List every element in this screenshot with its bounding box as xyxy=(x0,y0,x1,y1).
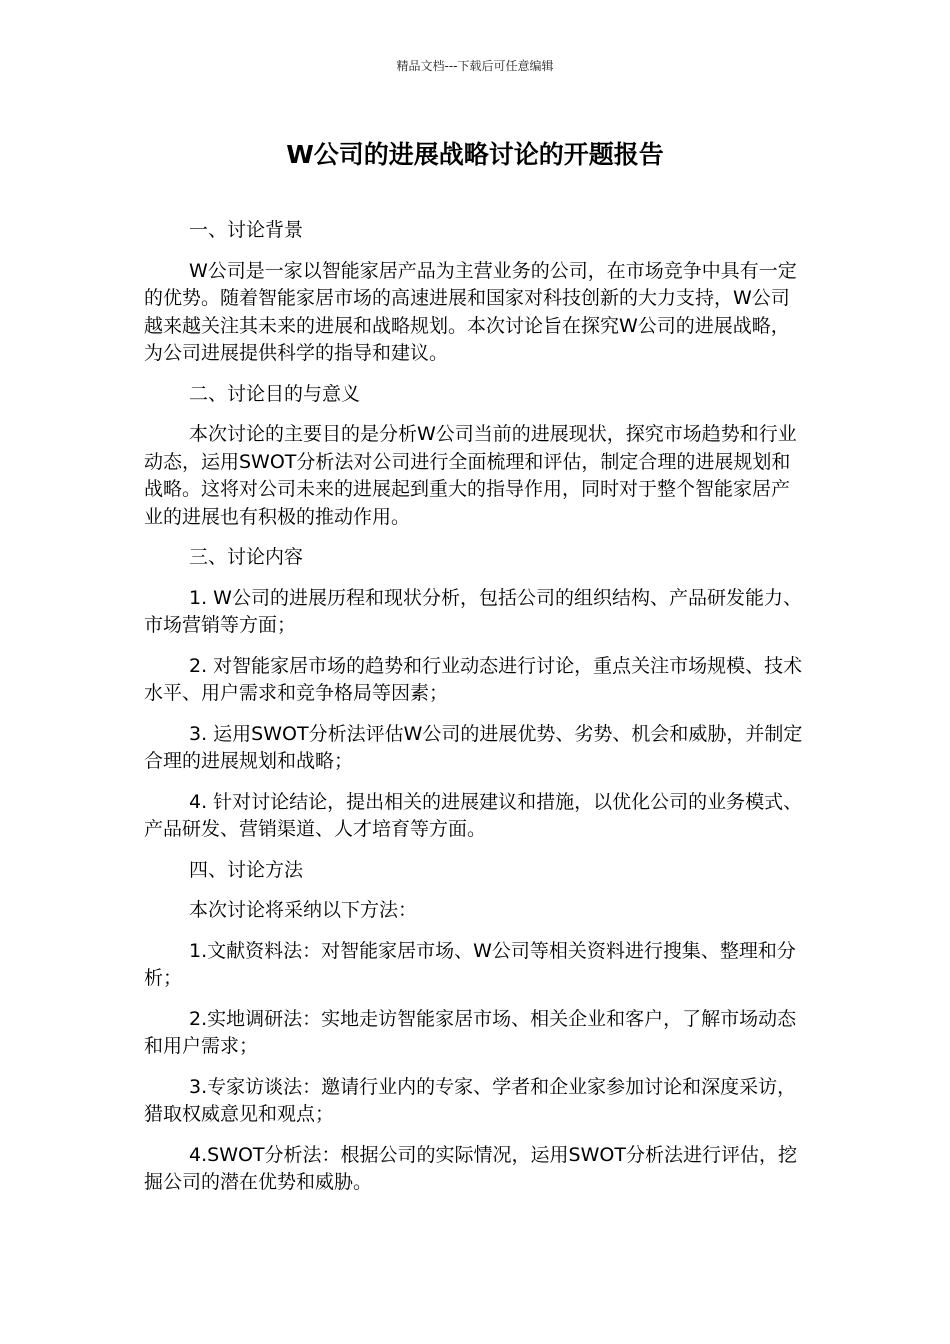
paragraph-purpose: 本次讨论的主要目的是分析W公司当前的进展现状，探究市场趋势和行业动态，运用SWOT分析法对公司进行全面梳理和评估，制定合理的进展规划和战略。这将对公司未来的进展起到重大的指导作用，同时对于整个智能家居产业的进展也有积极的推动作用。 xyxy=(144,423,797,528)
list-item-content-1: 1. W公司的进展历程和现状分析，包括公司的组织结构、产品研发能力、市场营销等方面； xyxy=(144,586,802,636)
list-item-method-3: 3.专家访谈法：邀请行业内的专家、学者和企业家参加讨论和深度采访，猎取权威意见和观点； xyxy=(144,1075,797,1125)
header-note: 精品文档---下载后可任意编辑 xyxy=(396,59,554,73)
list-item-content-4: 4. 针对讨论结论，提出相关的进展建议和措施，以优化公司的业务模式、产品研发、营销渠道、人才培育等方面。 xyxy=(144,790,803,840)
section-heading-purpose: 二、讨论目的与意义 xyxy=(189,382,361,405)
section-heading-methods: 四、讨论方法 xyxy=(189,858,304,881)
list-item-content-2: 2. 对智能家居市场的趋势和行业动态进行讨论，重点关注市场规模、技术水平、用户需求和竞争格局等因素； xyxy=(144,654,803,704)
section-heading-content: 三、讨论内容 xyxy=(189,546,304,568)
list-item-content-3: 3. 运用SWOT分析法评估W公司的进展优势、劣势、机会和威胁，并制定合理的进展规划和战略； xyxy=(144,722,803,772)
list-item-method-4: 4.SWOT分析法：根据公司的实际情况，运用SWOT分析法进行评估，挖掘公司的潜在优势和威胁。 xyxy=(144,1143,797,1193)
paragraph-background: W公司是一家以智能家居产品为主营业务的公司，在市场竞争中具有一定的优势。随着智能家居市场的高速进展和国家对科技创新的大力支持，W公司越来越关注其未来的进展和战略规划。本次讨论旨在探究W公司的进展战略，为公司进展提供科学的指导和建议。 xyxy=(144,259,797,364)
list-item-method-1: 1.文献资料法：对智能家居市场、W公司等相关资料进行搜集、整理和分析； xyxy=(144,939,796,989)
list-item-method-2: 2.实地调研法：实地走访智能家居市场、相关企业和客户，了解市场动态和用户需求； xyxy=(144,1007,797,1057)
document-title: W公司的进展战略讨论的开题报告 xyxy=(286,140,664,169)
document-body xyxy=(144,217,808,1210)
paragraph-methods-intro: 本次讨论将采纳以下方法： xyxy=(189,899,418,921)
section-heading-background: 一、讨论背景 xyxy=(189,219,304,241)
